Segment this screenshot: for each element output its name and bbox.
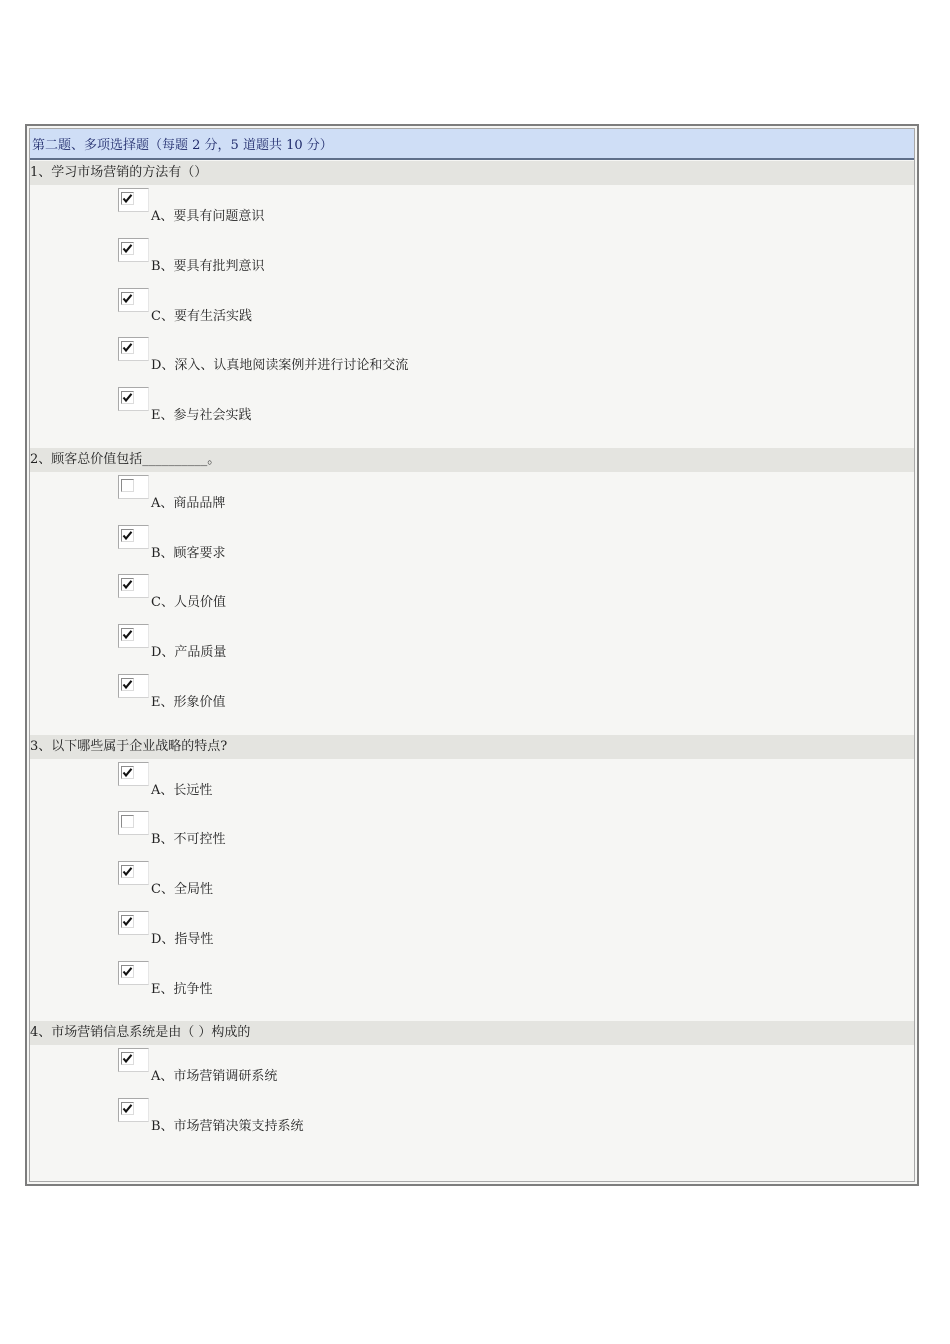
checkmark-icon (122, 579, 133, 590)
option-label: A、长远性 (151, 782, 213, 798)
checked-icon[interactable] (121, 1102, 134, 1115)
option-checkbox[interactable] (118, 674, 149, 698)
option-row (27, 1045, 917, 1095)
question-2 (27, 448, 917, 735)
question-title-text: 1、学习市场营销的方法有（） (30, 165, 208, 180)
checked-icon[interactable] (121, 242, 134, 255)
checked-icon[interactable] (121, 192, 134, 205)
checked-icon[interactable] (121, 766, 134, 779)
option-row (27, 522, 917, 572)
option-label: E、形象价值 (151, 694, 226, 710)
option-row (27, 958, 917, 1008)
option-label: E、参与社会实践 (151, 408, 252, 423)
option-checkbox[interactable] (118, 574, 149, 598)
option-row (27, 759, 917, 809)
checked-icon[interactable] (121, 341, 134, 354)
option-label: D、指导性 (151, 931, 214, 947)
section-title: 第二题、多项选择题（每题 2 分，5 道题共 10 分） (32, 138, 333, 153)
option-checkbox[interactable] (118, 188, 149, 212)
question-list (27, 161, 917, 1159)
option-label: C、要有生活实践 (151, 308, 252, 324)
checkmark-icon (122, 916, 133, 927)
checked-icon[interactable] (121, 865, 134, 878)
checked-icon[interactable] (121, 915, 134, 928)
checked-icon[interactable] (121, 965, 134, 978)
checkmark-icon (122, 342, 133, 353)
option-row (27, 185, 917, 235)
checkmark-icon (122, 243, 133, 254)
option-label: A、市场营销调研系统 (151, 1069, 278, 1085)
checkmark-icon (122, 392, 133, 403)
option-checkbox[interactable] (118, 911, 149, 935)
checkmark-icon (122, 866, 133, 877)
question-4 (27, 1021, 917, 1159)
option-label: B、顾客要求 (151, 545, 226, 561)
option-label: B、要具有批判意识 (151, 258, 265, 274)
option-row (27, 472, 917, 522)
checked-icon[interactable] (121, 1052, 134, 1065)
option-row (27, 334, 917, 384)
checkmark-icon (122, 767, 133, 778)
option-checkbox[interactable] (118, 1048, 149, 1072)
option-checkbox[interactable] (118, 1098, 149, 1122)
question-title (30, 448, 914, 472)
question-title (30, 735, 914, 759)
option-checkbox[interactable] (118, 525, 149, 549)
option-row (27, 858, 917, 908)
question-1 (27, 161, 917, 448)
option-row (27, 571, 917, 621)
checkmark-icon (122, 530, 133, 541)
option-label: A、要具有问题意识 (151, 209, 265, 224)
question-3 (27, 735, 917, 1022)
option-label: B、不可控性 (151, 832, 226, 848)
option-row (27, 235, 917, 285)
question-title (30, 1021, 914, 1045)
option-checkbox[interactable] (118, 762, 149, 786)
checkmark-icon (122, 629, 133, 640)
checkmark-icon (122, 193, 133, 204)
section-header (30, 129, 914, 160)
checkmark-icon (122, 679, 133, 690)
checkmark-icon (122, 1053, 133, 1064)
option-checkbox[interactable] (118, 238, 149, 262)
option-label: D、深入、认真地阅读案例并进行讨论和交流 (151, 358, 409, 374)
option-row (27, 621, 917, 671)
option-checkbox[interactable] (118, 288, 149, 312)
question-title-text: 3、以下哪些属于企业战略的特点? (30, 738, 228, 754)
option-checkbox[interactable] (118, 961, 149, 985)
option-checkbox[interactable] (118, 337, 149, 361)
option-row (27, 384, 917, 434)
option-label: C、人员价值 (151, 595, 226, 611)
quiz-panel (25, 124, 919, 1186)
option-row (27, 285, 917, 335)
option-row (27, 1095, 917, 1145)
option-label: C、全局性 (151, 882, 213, 897)
checked-icon[interactable] (121, 391, 134, 404)
checkmark-icon (122, 1103, 133, 1114)
checked-icon[interactable] (121, 628, 134, 641)
question-title-text: 4、市场营销信息系统是由（ ）构成的 (30, 1025, 251, 1041)
unchecked-icon[interactable] (121, 815, 134, 828)
option-row (27, 908, 917, 958)
checked-icon[interactable] (121, 678, 134, 691)
unchecked-icon[interactable] (121, 479, 134, 492)
option-row (27, 671, 917, 721)
checked-icon[interactable] (121, 529, 134, 542)
checkmark-icon (122, 293, 133, 304)
option-checkbox[interactable] (118, 624, 149, 648)
checkmark-icon (122, 966, 133, 977)
option-label: A、商品品牌 (151, 495, 226, 511)
checked-icon[interactable] (121, 578, 134, 591)
option-checkbox[interactable] (118, 387, 149, 411)
question-title (30, 161, 914, 185)
checked-icon[interactable] (121, 292, 134, 305)
question-title-text: 2、顾客总价值包括__________。 (30, 451, 221, 467)
option-checkbox[interactable] (118, 861, 149, 885)
option-label: B、市场营销决策支持系统 (151, 1119, 304, 1134)
option-label: D、产品质量 (151, 645, 227, 660)
option-row (27, 808, 917, 858)
option-label: E、抗争性 (151, 981, 213, 997)
option-checkbox[interactable] (118, 475, 149, 499)
option-checkbox[interactable] (118, 811, 149, 835)
